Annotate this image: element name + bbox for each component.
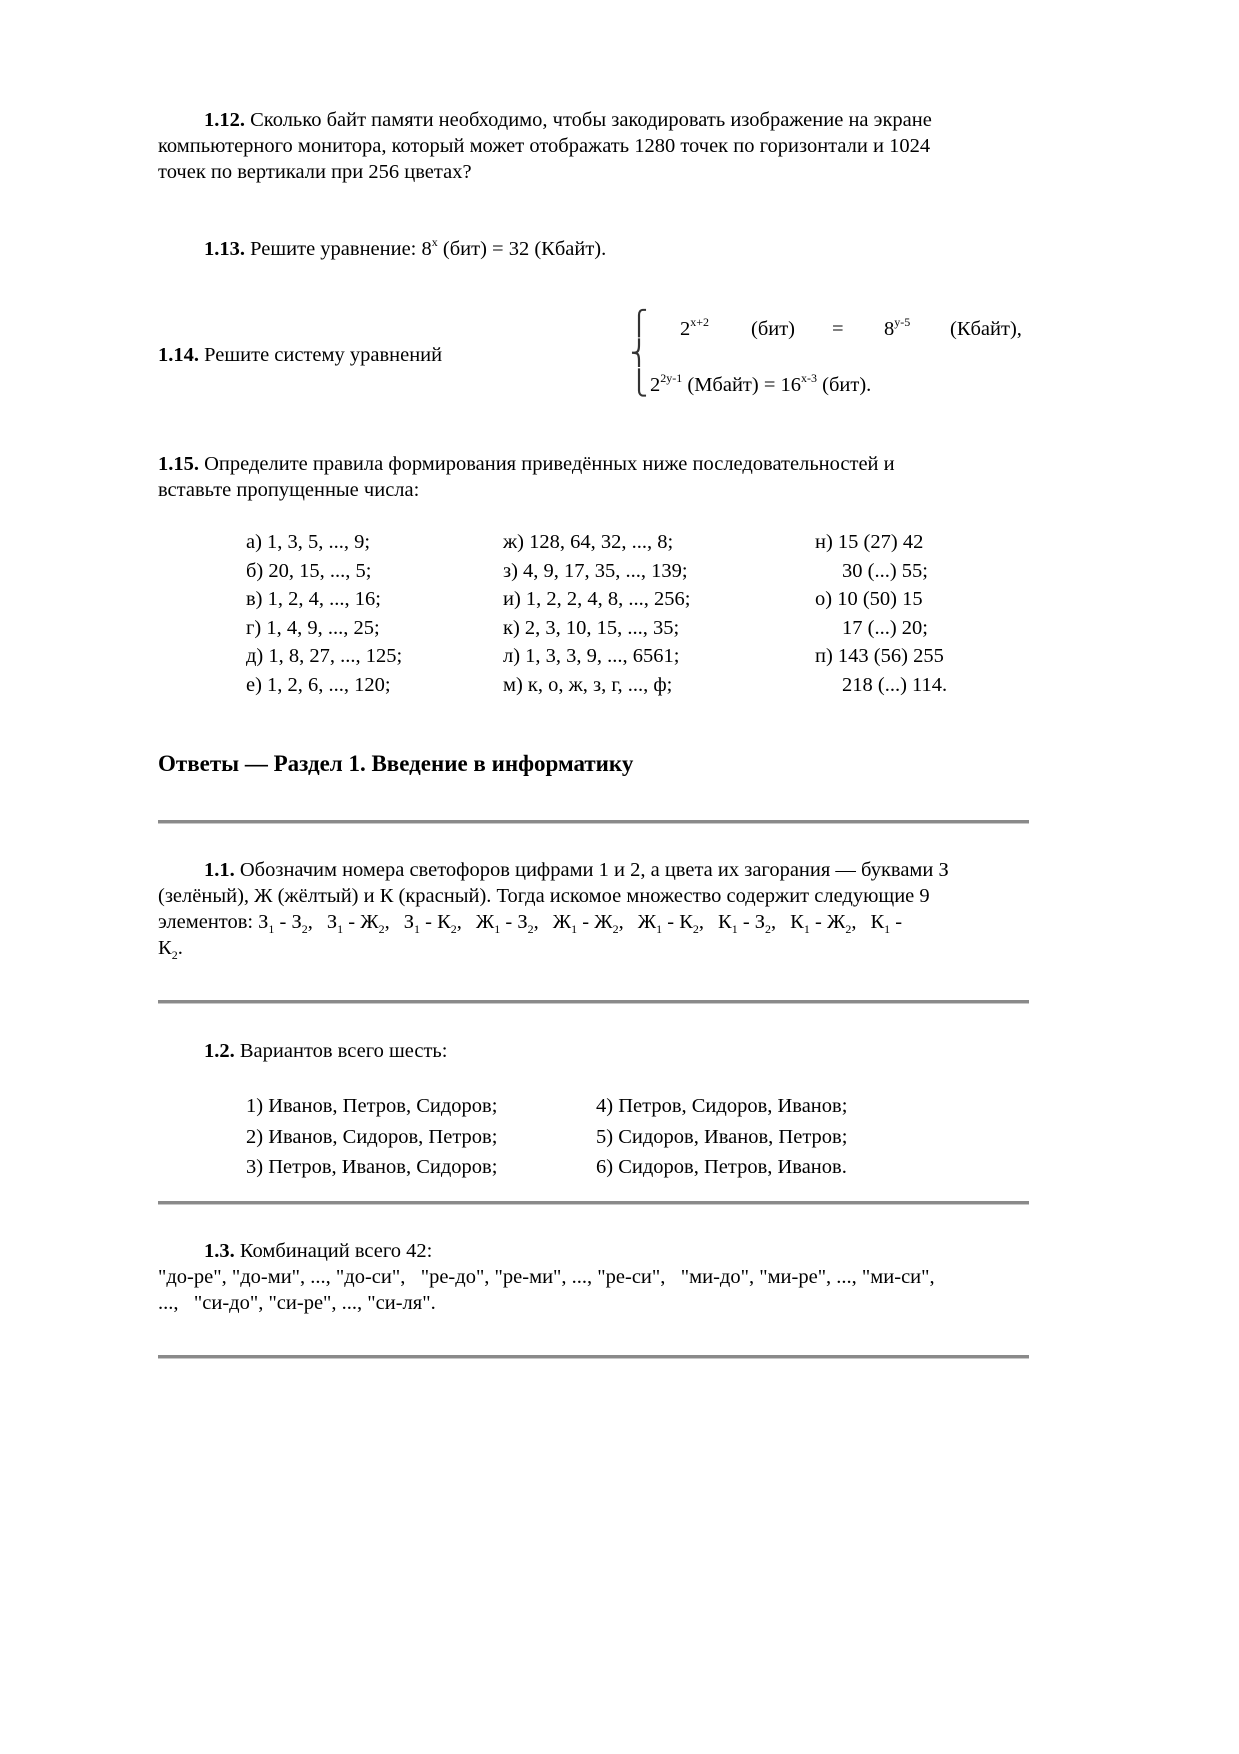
- sequence-item: о) 10 (50) 15: [815, 588, 923, 610]
- answer-text-line: (зелёный), Ж (жёлтый) и К (красный). Тогда искомое множество содержит следующие 9: [158, 885, 930, 907]
- system-equation-2: [650, 372, 871, 398]
- sequence-item: д) 1, 8, 27, ..., 125;: [246, 645, 403, 667]
- letter: Ж: [637, 911, 657, 933]
- divider: [158, 1355, 1029, 1359]
- divider: [158, 1000, 1029, 1004]
- unit: (Кбайт),: [950, 318, 1022, 340]
- letter: З: [258, 911, 269, 933]
- problem-number: 1.12.: [204, 109, 245, 131]
- index: 2: [612, 922, 619, 936]
- left-brace: ⎧ ⎨ ⎩: [630, 309, 648, 397]
- separator: -: [890, 911, 903, 933]
- index: 1: [337, 922, 344, 936]
- problem-text-line: вставьте пропущенные числа:: [158, 479, 420, 501]
- base: 2: [680, 318, 691, 340]
- letter: Ж: [475, 911, 495, 933]
- base: 2: [650, 374, 661, 396]
- element-pair: $З_1 - К_2$,: [403, 911, 462, 936]
- sequence-item: г) 1, 4, 9, ..., 25;: [246, 616, 380, 639]
- answer-1-1: [158, 857, 1038, 961]
- problem-text: Решите уравнение: 8: [250, 238, 432, 260]
- base: 8: [884, 318, 895, 340]
- letter: К: [437, 911, 451, 933]
- equation-text: (Мбайт) = 16: [682, 374, 802, 396]
- element-pair: $К_1 - З_2$,: [718, 911, 777, 936]
- index: 2: [765, 922, 772, 936]
- letter: Ж: [360, 911, 379, 933]
- answer-text: элементов:: [158, 911, 254, 933]
- sequence-column-3: [815, 529, 947, 700]
- answer-elements-line: [158, 909, 1038, 935]
- problem-text-line: Сколько байт памяти необходимо, чтобы закодировать изображение на экране: [250, 109, 932, 131]
- element-pair: $Ж_1 - К_2$,: [637, 911, 704, 936]
- element-pair: $З_1 - Ж_2$,: [326, 911, 390, 936]
- problem-number: 1.15.: [158, 453, 199, 475]
- sequence-item: е) 1, 2, 6, ..., 120;: [246, 673, 391, 696]
- letter: З: [403, 911, 415, 933]
- letter: К: [870, 911, 885, 933]
- permutation-item: 4) Петров, Сидоров, Иванов;: [596, 1095, 848, 1117]
- sequence-column-1: [246, 529, 402, 700]
- problem-1-14: [158, 342, 442, 368]
- index: 2: [692, 922, 699, 936]
- exponent: x: [431, 235, 438, 249]
- answer-1-2: [204, 1038, 447, 1064]
- index: 1: [571, 922, 578, 936]
- permutations-right: [596, 1093, 847, 1185]
- letter: Ж: [552, 911, 572, 933]
- answer-text-line: "до-ре", "до-ми", ..., "до-си", "ре-до", "ре-ми", ..., "ре-си", "ми-до", "ми-ре", ..., "ми-си",: [158, 1266, 935, 1288]
- permutation-item: 6) Сидоров, Петров, Иванов.: [596, 1156, 847, 1178]
- index: 1: [656, 922, 663, 936]
- sequence-item: и) 1, 2, 2, 4, 8, ..., 256;: [503, 588, 691, 610]
- sequence-item: а) 1, 3, 5, ..., 9;: [246, 531, 371, 553]
- answers-heading: Ответы — Раздел 1. Введение в информатику: [158, 751, 634, 776]
- answer-text: Вариантов всего шесть:: [239, 1040, 448, 1062]
- permutations-left: [246, 1093, 497, 1185]
- problem-text-line: точек по вертикали при 256 цветах?: [158, 161, 472, 183]
- index: 2: [450, 922, 457, 936]
- answer-text-line: Обозначим номера светофоров цифрами 1 и 2, а цвета их загорания — буквами З: [239, 859, 949, 881]
- letter: К: [679, 911, 693, 933]
- answer-elements-line: [158, 935, 1038, 961]
- answer-number: 1.1.: [204, 859, 235, 881]
- letter: З: [517, 911, 528, 933]
- element-pair: $З_1 - З_2$,: [258, 911, 313, 936]
- divider: [158, 1201, 1029, 1205]
- element-pair: $Ж_1 - Ж_2$,: [552, 911, 624, 936]
- sequence-item: ж) 128, 64, 32, ..., 8;: [503, 531, 674, 553]
- answer-text: Комбинаций всего 42:: [239, 1240, 433, 1262]
- sequence-item: к) 2, 3, 10, 15, ..., 35;: [503, 616, 680, 639]
- exponent: x+2: [690, 315, 710, 329]
- divider: [158, 820, 1029, 824]
- element-pair: $Ж_1 - З_2$,: [475, 911, 539, 936]
- sequence-item: 218 (...) 114.: [842, 673, 948, 696]
- sequence-item: 30 (...) 55;: [842, 559, 928, 582]
- exponent: x-3: [801, 371, 818, 385]
- punctuation: .: [177, 937, 183, 959]
- problem-text-line: Определите правила формирования приведённых ниже последовательностей и: [204, 453, 895, 475]
- sequence-item: в) 1, 2, 4, ..., 16;: [246, 588, 381, 610]
- sequence-item: н) 15 (27) 42: [815, 531, 924, 553]
- problem-1-13: [204, 236, 606, 262]
- sequence-item: п) 143 (56) 255: [815, 645, 944, 667]
- sequence-item: б) 20, 15, ..., 5;: [246, 559, 372, 582]
- index: 1: [803, 922, 810, 936]
- problem-text: Решите систему уравнений: [204, 344, 443, 366]
- element-pair: [870, 911, 903, 936]
- problem-1-12: [158, 107, 1038, 185]
- letter: К: [158, 937, 172, 959]
- problem-text-line: компьютерного монитора, который может отображать 1280 точек по горизонтали и 1024: [158, 135, 931, 157]
- equals-sign: =: [832, 318, 844, 340]
- index: 2: [845, 922, 852, 936]
- index: 1: [731, 922, 738, 936]
- sequence-item: з) 4, 9, 17, 35, ..., 139;: [503, 559, 688, 582]
- permutation-item: 5) Сидоров, Иванов, Петров;: [596, 1125, 848, 1148]
- equation-text: (бит).: [817, 374, 872, 396]
- index: 2: [378, 922, 385, 936]
- permutation-item: 1) Иванов, Петров, Сидоров;: [246, 1095, 498, 1117]
- problem-1-15: [158, 451, 895, 503]
- index: 2: [171, 948, 178, 962]
- problem-number: 1.13.: [204, 238, 245, 260]
- answer-text-line: ..., "си-до", "си-ре", ..., "си-ля".: [158, 1292, 436, 1314]
- exponent: 2y-1: [660, 371, 683, 385]
- sequence-column-2: [503, 529, 691, 700]
- problem-text: (бит) = 32 (Кбайт).: [437, 238, 607, 260]
- index: 1: [884, 922, 891, 936]
- index: 2: [527, 922, 534, 936]
- exponent: y-5: [894, 315, 911, 329]
- element-pair: $К_1 - Ж_2$,: [790, 911, 857, 936]
- letter: К: [790, 911, 804, 933]
- letter: Ж: [594, 911, 613, 933]
- answer-1-3: [158, 1238, 935, 1316]
- answer-number: 1.3.: [204, 1240, 235, 1262]
- permutation-item: 3) Петров, Иванов, Сидоров;: [246, 1156, 498, 1178]
- letter: Ж: [826, 911, 846, 933]
- sequence-item: м) к, о, ж, з, г, ..., ф;: [503, 673, 673, 696]
- index: 1: [268, 922, 275, 936]
- letter: К: [718, 911, 732, 933]
- sequence-item: 17 (...) 20;: [842, 616, 928, 639]
- answer-number: 1.2.: [204, 1040, 235, 1062]
- unit: (бит): [751, 318, 796, 340]
- index: 1: [494, 922, 501, 936]
- system-equation-1: [680, 316, 1030, 342]
- letter: З: [754, 911, 766, 933]
- permutation-item: 2) Иванов, Сидоров, Петров;: [246, 1125, 498, 1148]
- letter: З: [326, 911, 338, 933]
- sequence-item: л) 1, 3, 3, 9, ..., 6561;: [503, 645, 680, 667]
- index: 1: [414, 922, 421, 936]
- letter: З: [291, 911, 302, 933]
- problem-number: 1.14.: [158, 344, 199, 366]
- index: 2: [301, 922, 308, 936]
